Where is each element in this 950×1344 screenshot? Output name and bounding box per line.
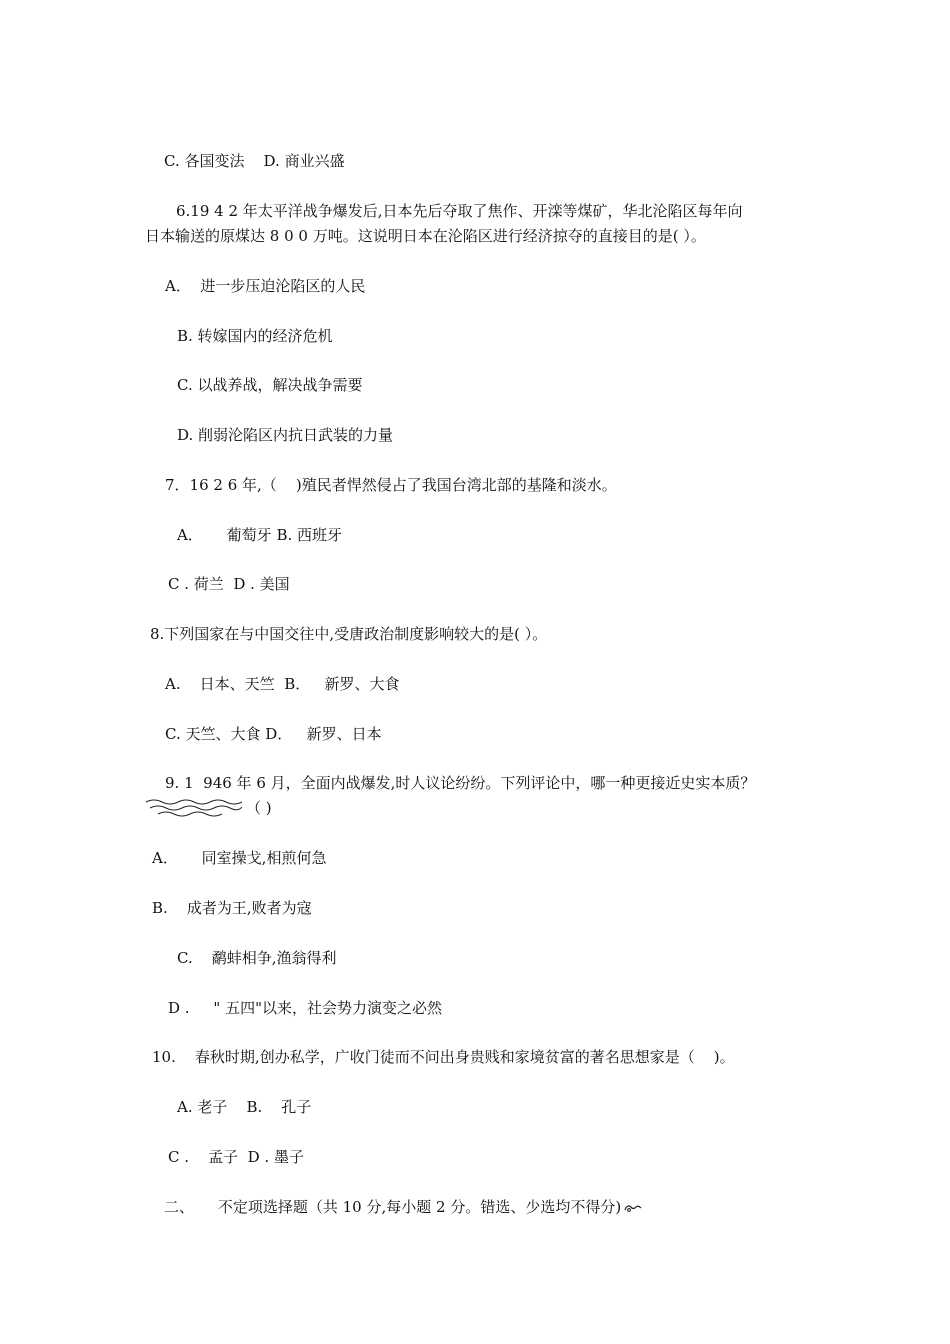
q6-option-b: B. 转嫁国内的经济危机 <box>177 327 333 345</box>
q6-option-d: D. 削弱沦陷区内抗日武装的力量 <box>177 426 394 444</box>
q6-stem-line1: 6.19 4 2 年太平洋战争爆发后,日本先后夺取了焦作、开滦等煤矿，华北沦陷区每年向 <box>176 202 743 220</box>
q7-stem: 7．16 2 6 年,（ )殖民者悍然侵占了我国台湾北部的基隆和淡水。 <box>165 476 617 494</box>
q7-options-ab: A． 葡萄牙 B. 西班牙 <box>177 526 343 544</box>
q5-options-cd: C. 各国变法 D. 商业兴盛 <box>164 152 345 170</box>
section-two-heading-text: 二、 不定项选择题（共 10 分,每小题 2 分。错选、少选均不得分) <box>164 1198 622 1216</box>
q6-stem-line2: 日本输送的原煤达 8 0 0 万吨。这说明日本在沦陷区进行经济掠夺的直接目的是( ）。 <box>145 227 706 245</box>
q9-option-c: C. 鹬蚌相争,渔翁得利 <box>177 949 337 967</box>
q9-stem-line2: （ ) <box>246 799 272 817</box>
wavy-underline-icon <box>144 796 244 822</box>
q10-options-ab: A. 老子 B. 孔子 <box>177 1098 312 1116</box>
q6-option-c: C. 以战养战，解决战争需要 <box>177 376 363 394</box>
q9-option-d: D . " 五四"以来，社会势力演变之必然 <box>168 999 442 1017</box>
q9-option-b: B. 成者为王,败者为寇 <box>152 899 312 917</box>
q6-option-a: A． 进一步压迫沦陷区的人民 <box>165 277 366 295</box>
q9-option-a: A． 同室操戈,相煎何急 <box>152 849 327 867</box>
q8-options-cd: C. 天竺、大食 D． 新罗、日本 <box>165 725 382 743</box>
section-two-heading <box>164 1197 643 1217</box>
q10-options-cd: C . 孟子 D . 墨子 <box>168 1148 304 1166</box>
q7-options-cd: C . 荷兰 D . 美国 <box>168 575 290 593</box>
q10-stem: 10. 春秋时期,创办私学，广收门徒而不问出身贵贱和家境贫富的著名思想家是（ )。 <box>152 1048 735 1066</box>
q9-stem-line1: 9. 1 946 年 6 月，全面内战爆发,时人议论纷纷。下列评论中，哪一种更接近史实本质？ <box>165 774 756 792</box>
q8-stem: 8.下列国家在与中国交往中,受唐政治制度影响较大的是( ）。 <box>150 625 548 643</box>
q8-options-ab: A. 日本、天竺 B． 新罗、大食 <box>165 675 400 693</box>
handwritten-mark-icon <box>623 1202 643 1214</box>
